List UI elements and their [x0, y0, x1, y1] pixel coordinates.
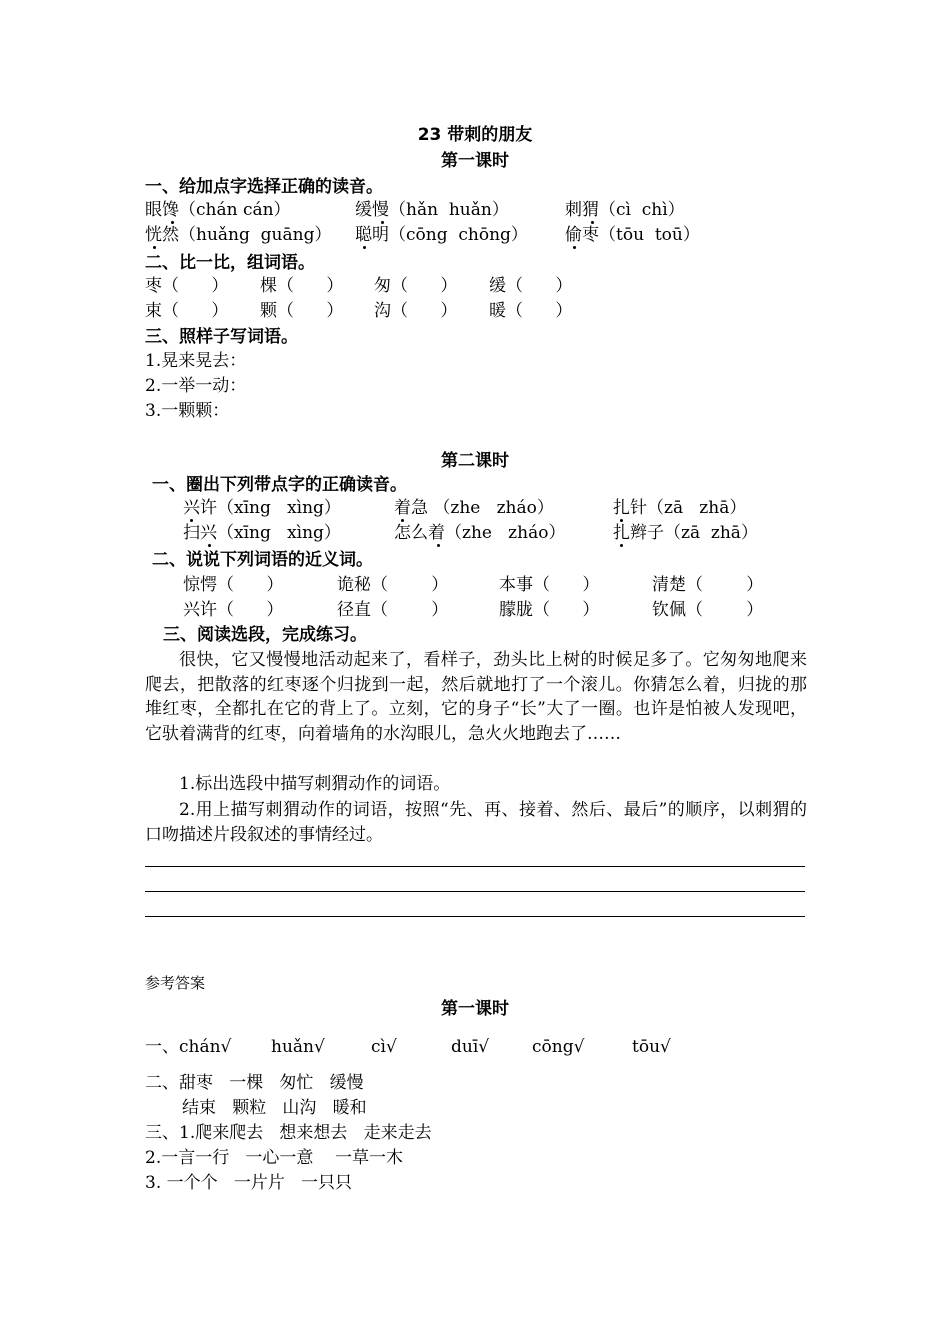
emphasis-dot	[620, 519, 623, 522]
lesson2-heading: 第二课时	[441, 451, 509, 471]
l1-q2-item: 沟（ ）	[374, 301, 458, 321]
l2-q1-item: 着急 （zhe zháo）	[394, 498, 554, 518]
answer-item: tōu√	[632, 1037, 671, 1057]
l2-q2-item: 径直（ ）	[337, 600, 449, 620]
l1-q2-item: 匆（ ）	[374, 276, 458, 296]
emphasis-dot	[620, 544, 623, 547]
answer-item: duī√	[451, 1037, 490, 1057]
answers-label: 参考答案	[145, 974, 206, 992]
l1-q2-item: 颗（ ）	[260, 301, 344, 321]
l1-q3-heading: 三、照样子写词语。	[145, 327, 298, 347]
l1-q3-item: 3.一颗颗：	[145, 401, 230, 421]
emphasis-dot	[437, 544, 440, 547]
answer-line	[145, 891, 805, 892]
l1-q1-item: 眼馋（chán cán）	[145, 200, 291, 220]
l1-q2-item: 暖（ ）	[489, 301, 573, 321]
l1-q2-heading: 二、比一比，组词语。	[145, 253, 315, 273]
l1-q2-item: 缓（ ）	[489, 276, 573, 296]
l1-q3-item: 2.一举一动：	[145, 376, 247, 396]
emphasis-dot	[401, 519, 404, 522]
l1-q2-item: 枣（ ）	[145, 276, 229, 296]
answer-line-text: 二、甜枣 一棵 匆忙 缓慢	[145, 1073, 364, 1093]
l2-q3-task1: 1.标出选段中描写刺猬动作的词语。	[179, 774, 451, 794]
answer-item: huǎn√	[271, 1037, 325, 1057]
emphasis-dot	[573, 246, 576, 249]
l2-q1-item: 扎针（zā zhā）	[613, 498, 747, 518]
l2-q3-heading: 三、阅读选段，完成练习。	[163, 625, 367, 645]
lesson1-heading: 第一课时	[441, 151, 509, 171]
l2-q2-item: 兴许（ ）	[183, 600, 284, 620]
l2-q1-item: 扫兴（xīng xìng）	[183, 523, 341, 543]
l2-q2-item: 钦佩（ ）	[652, 600, 764, 620]
answer-line-text: 3. 一个个 一片片 一只只	[145, 1173, 353, 1193]
l1-q1-item: 聪明（cōng chōng）	[355, 225, 528, 245]
reading-passage: 很快，它又慢慢地活动起来了，看样子，劲头比上树的时候足多了。它匆匆地爬来爬去，把散落的红枣逐个归拢到一起，然后就地打了一个滚儿。你猜怎么着，归拢的那堆红枣，全都扎在它的背上了。立刻，它的身子“长”大了一圈。也许是怕被人发现吧，它驮着满背的红枣，向着墙角的水沟眼儿，急火火地跑去了……	[145, 650, 807, 744]
answer-line	[145, 866, 805, 867]
emphasis-dot	[190, 519, 193, 522]
answer-line-text: 三、1.爬来爬去 想来想去 走来走去	[145, 1123, 432, 1143]
l1-q1-item: 恍然（huǎng guāng）	[145, 225, 332, 245]
l2-q2-item: 本事（ ）	[499, 575, 600, 595]
l2-q1-heading: 一、圈出下列带点字的正确读音。	[152, 475, 407, 495]
emphasis-dot	[363, 246, 366, 249]
l1-q1-item: 缓慢（hǎn huǎn）	[355, 200, 509, 220]
answers-heading: 第一课时	[441, 999, 509, 1019]
emphasis-dot	[381, 221, 384, 224]
l1-q1-item: 偷枣（tōu toū）	[565, 225, 700, 245]
l2-q1-item: 扎辫子（zā zhā）	[613, 523, 758, 543]
l2-q2-item: 朦胧（ ）	[499, 600, 600, 620]
l2-q2-item: 惊愕（ ）	[183, 575, 284, 595]
answer-line-text: 结束 颗粒 山沟 暖和	[182, 1098, 367, 1118]
l1-q3-item: 1.晃来晃去：	[145, 351, 247, 371]
emphasis-dot	[208, 544, 211, 547]
l2-q3-task2: 2.用上描写刺猬动作的词语，按照“先、再、接着、然后、最后”的顺序，以刺猬的口吻描述片段叙述的事情经过。	[145, 800, 807, 845]
emphasis-dot	[591, 221, 594, 224]
l2-q1-item: 怎么着（zhe zháo）	[394, 523, 566, 543]
emphasis-dot	[171, 221, 174, 224]
answer-line	[145, 916, 805, 917]
answer-item: cì√	[371, 1037, 397, 1057]
answer-item: cōng√	[532, 1037, 585, 1057]
answer-item: 一、chán√	[145, 1037, 232, 1057]
l2-q1-item: 兴许（xīng xìng）	[183, 498, 341, 518]
l1-q1-item: 刺猬（cì chì）	[565, 200, 685, 220]
l1-q1-heading: 一、给加点字选择正确的读音。	[145, 177, 383, 197]
l2-q2-heading: 二、说说下列词语的近义词。	[152, 550, 373, 570]
emphasis-dot	[153, 246, 156, 249]
l2-q2-item: 诡秘（ ）	[337, 575, 449, 595]
l2-q2-item: 清楚（ ）	[652, 575, 764, 595]
l1-q2-item: 束（ ）	[145, 301, 229, 321]
answer-line-text: 2.一言一行 一心一意 一草一木	[145, 1148, 404, 1168]
page-title: 23 带刺的朋友	[417, 125, 533, 145]
l1-q2-item: 棵（ ）	[260, 276, 344, 296]
